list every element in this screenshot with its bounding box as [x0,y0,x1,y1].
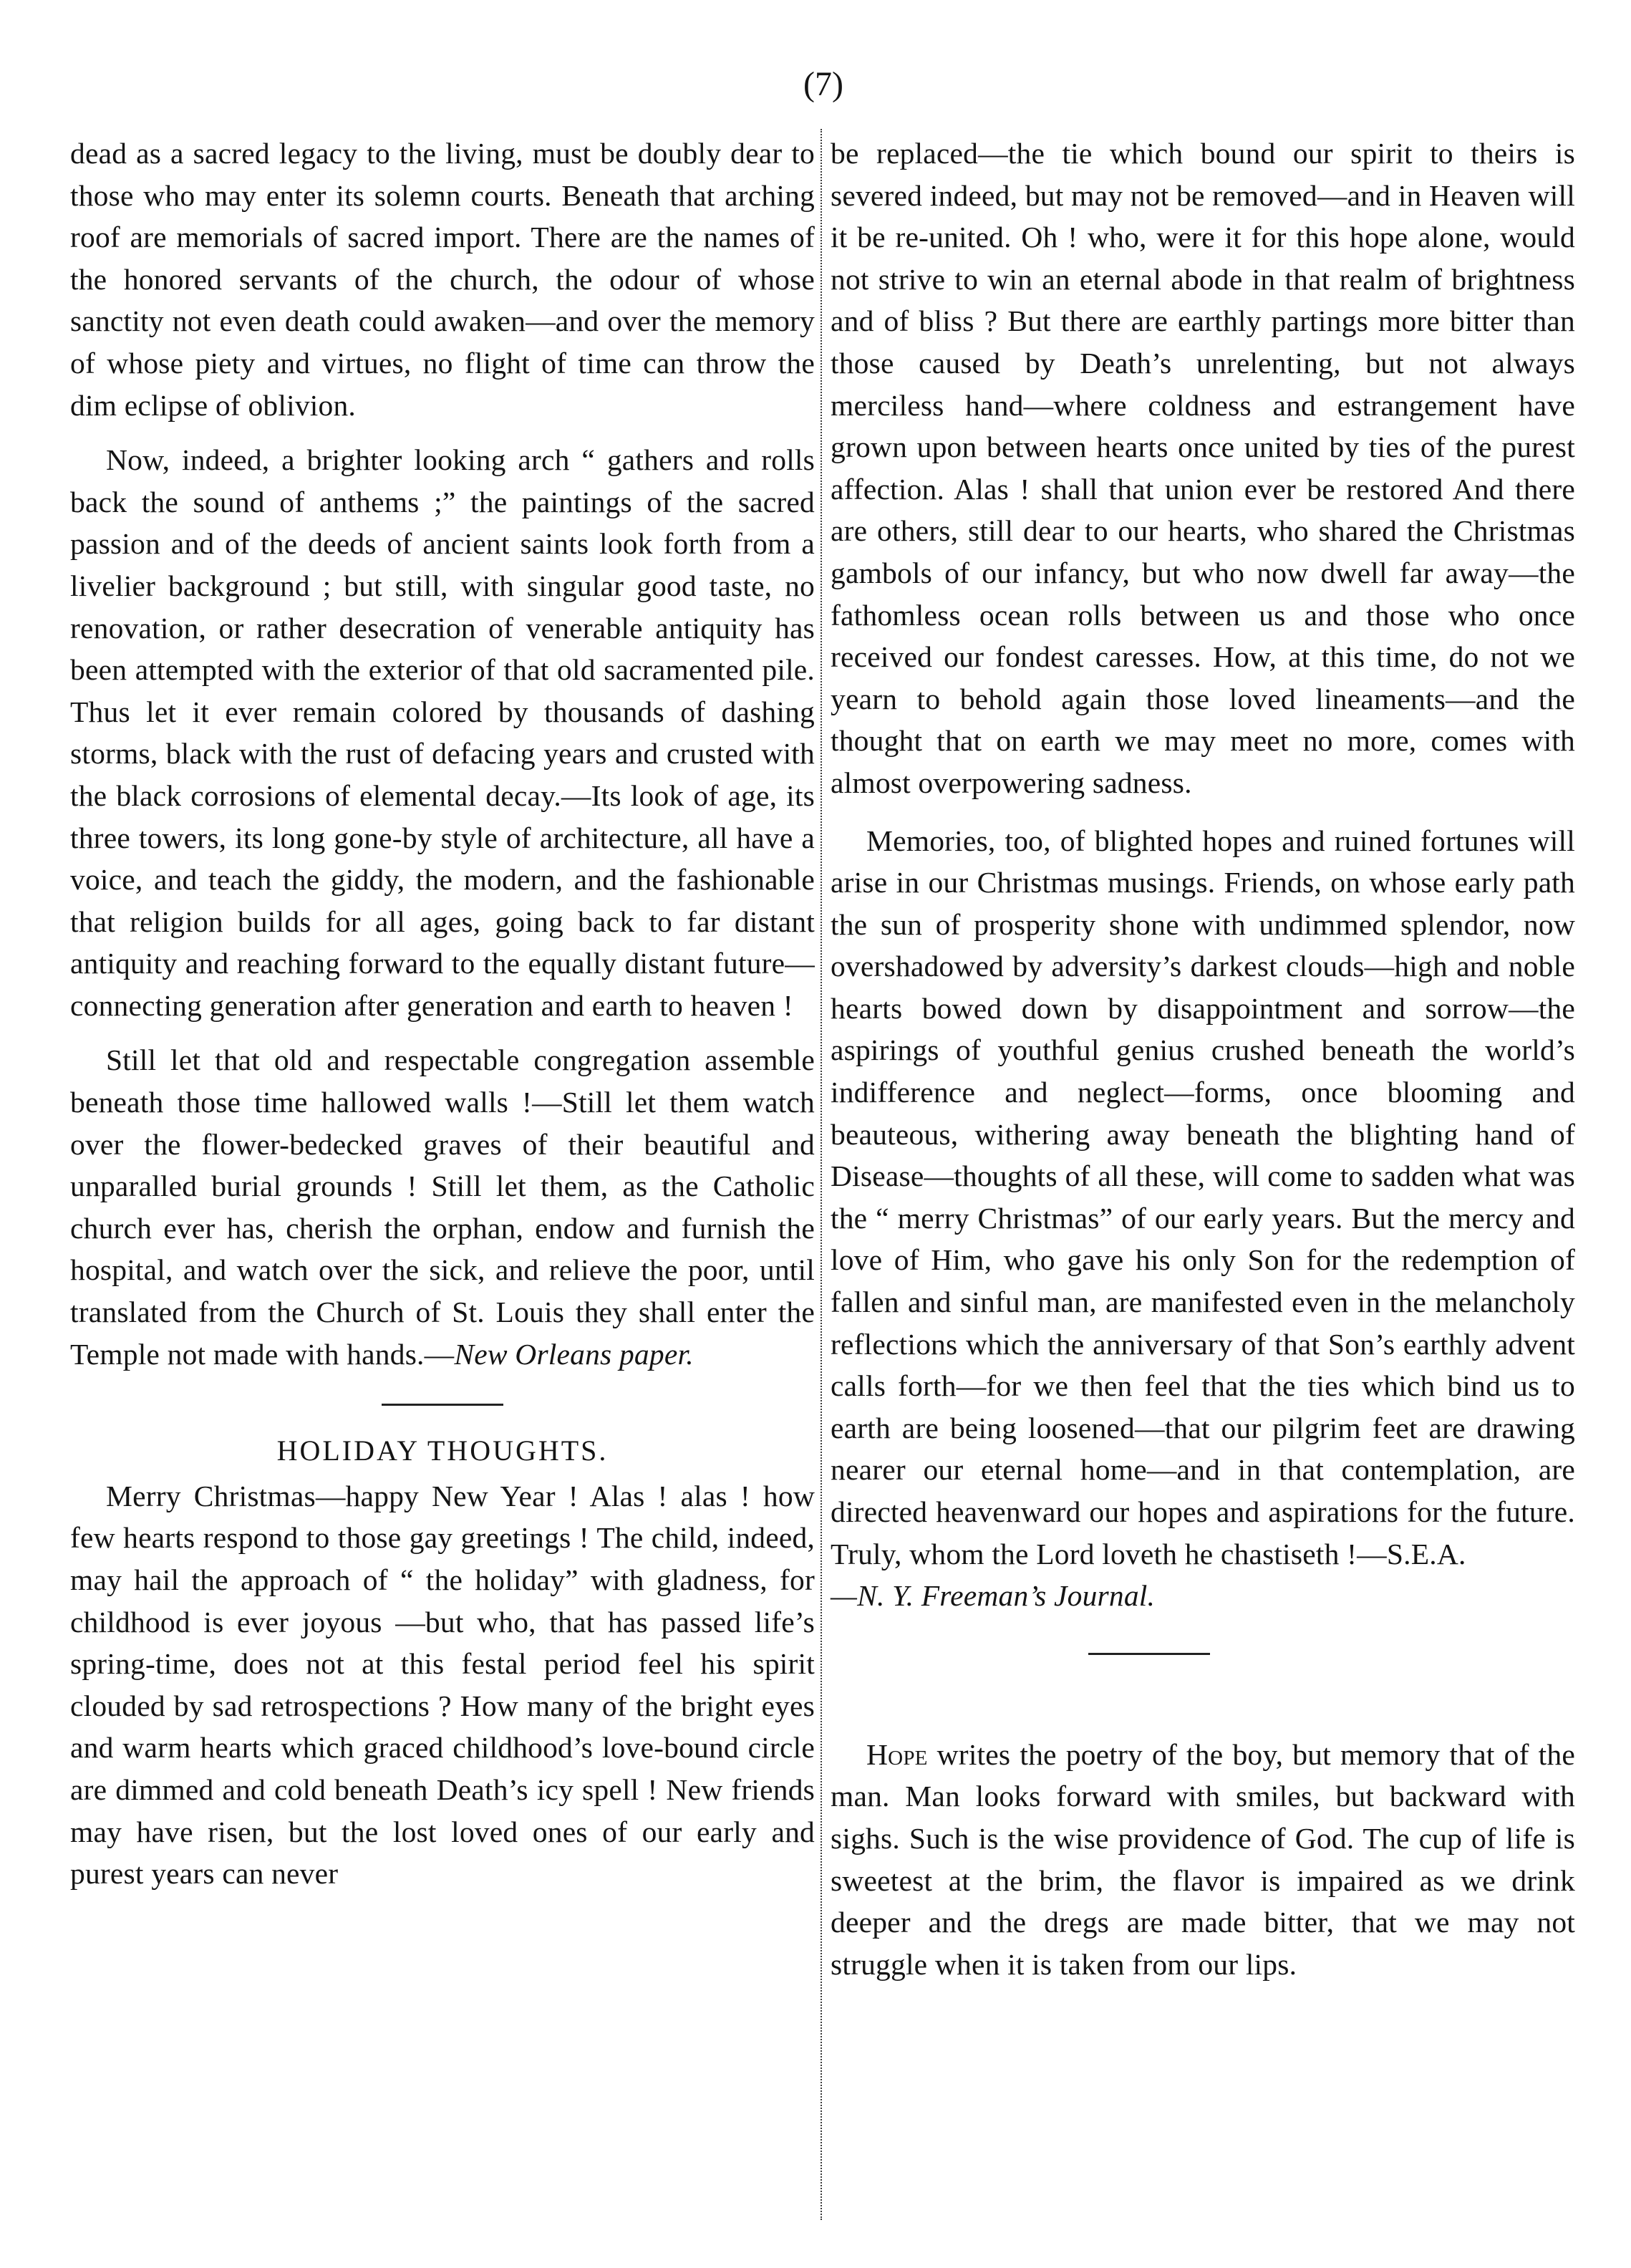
right-paragraph-3-text: writes the poetry of the boy, but memory that of the man. Man looks forward with smiles, but backward with sighs. Such is the wise providence of God. The cup of life is sweetest at the brim, the flavor is impaired as we drink deeper and the dregs are made bitter, that we may not struggle when it is taken from our lips. [831,1737,1575,1981]
right-paragraph-2: Memories, too, of blighted hopes and ruined fortunes will arise in our Christmas musings. Friends, on whose early path the sun of prosperity shone with undimmed splendor, now overshadowed by adversity’s darkest clouds—high and noble hearts bowed down by disappointment and sorrow—the aspirings of youthful genius crushed beneath the world’s indifference and neglect—forms, once blooming and beauteous, withering away beneath the blighting hand of Disease—thoughts of all these, will come to sadden what was the “ merry Christmas” of our early years. But the mercy and love of Him, who gave his only Son for the redemption of fallen and sinful man, are manifested even in the melancholy reflections which the anniversary of that Son’s earthly advent calls forth—for we then feel that the ties which bind us to earth are being loosened—that our pilgrim feet are drawing nearer our eternal home—and in that contemplation, are directed heavenward our hopes and aspirations for the future. Truly, whom the Lord loveth he chastiseth !—S.E.A. [831,824,1575,1570]
page-number: (7) [803,65,843,103]
right-paragraph-1: be replaced—the tie which bound our spirit to theirs is severed indeed, but may not be removed—and in Heaven will it be re-united. Oh ! who, were it for this hope alone, would not strive to win an eternal abode in that realm of brightness and of bliss ? But there are earthly partings more bitter than those caused by Death’s unrelenting, but not always merciless hand—where coldness and estrangement have grown upon between hearts once united by ties of the purest affection. Alas ! shall that union ever be restored And there are others, still dear to our hearts, who shared the Christmas gambols of our infancy, but who now dwell far away—the fathomless ocean rolls between us and those who once received our fondest caresses. How, at this time, do not we yearn to behold again those loved lineaments—and the thought that on earth we may meet no more, comes with almost overpowering sadness. [831,137,1575,799]
left-paragraph-1: dead as a sacred legacy to the living, must be doubly dear to those who may enter its solemn courts. Beneath that arching roof are memorials of sacred import. There are the names of the honored servants of the church, the odour of whose sanctity not even death could awaken—and over the memory of whose piety and virtues, no flight of time can throw the dim eclipse of oblivion. [70,137,815,422]
source-credit-freemans-journal: —N. Y. Freeman’s Journal. [831,1579,1156,1613]
left-column [70,132,815,1895]
section-divider-right [1088,1653,1210,1655]
right-paragraph-3 [831,1734,1575,1986]
article-heading: HOLIDAY THOUGHTS. [276,1434,609,1467]
right-column [831,132,1575,1985]
left-paragraph-3 [70,1039,815,1375]
left-paragraph-4: Merry Christmas—happy New Year ! Alas ! alas ! how few hearts respond to those gay greetings ! The child, indeed, may hail the approach of “ the holiday” with gladness, for childhood is ever joyous —but who, that has passed life’s spring-time, does not at this festal period feel his spirit clouded by sad retrospections ? How many of the bright eyes and warm hearts which graced childhood’s love-bound circle are dimmed and cold beneath Death’s icy spell ! New friends may have risen, but the lost loved ones of our early and purest years can never [70,1479,815,1891]
source-credit-new-orleans: New Orleans paper. [454,1337,694,1371]
left-paragraph-2: Now, indeed, a brighter looking arch “ gathers and rolls back the sound of anthems ;” the paintings of the sacred passion and of the deeds of ancient saints look forth from a livelier background ; but still, with singular good taste, no renovation, or rather desecration of venerable antiquity has been attempted with the exterior of that old sacramented pile. Thus let it ever remain colored by thousands of dashing storms, black with the rust of defacing years and crusted with the black corrosions of elemental decay.—Its look of age, its three towers, its long gone-by style of architecture, all have a voice, and teach the giddy, the modern, and the fashionable that religion builds for all ages, going back to far distant antiquity and reaching forward to the equally distant future—connecting generation after generation and earth to heaven ! [70,443,815,1022]
left-paragraph-3-text: Still let that old and respectable congregation assemble beneath those time hallowed walls !—Still let them watch over the flower-bedecked graves of their beautiful and unparalled burial grounds ! Still let them, as the Catholic church ever has, cherish the orphan, endow and furnish the hospital, and watch over the sick, and relieve the poor, until translated from the Church of St. Louis they shall enter the Temple not made with hands.— [70,1043,815,1371]
section-divider [382,1404,503,1406]
lead-word: Hope [866,1737,928,1771]
column-rule [821,129,823,2220]
